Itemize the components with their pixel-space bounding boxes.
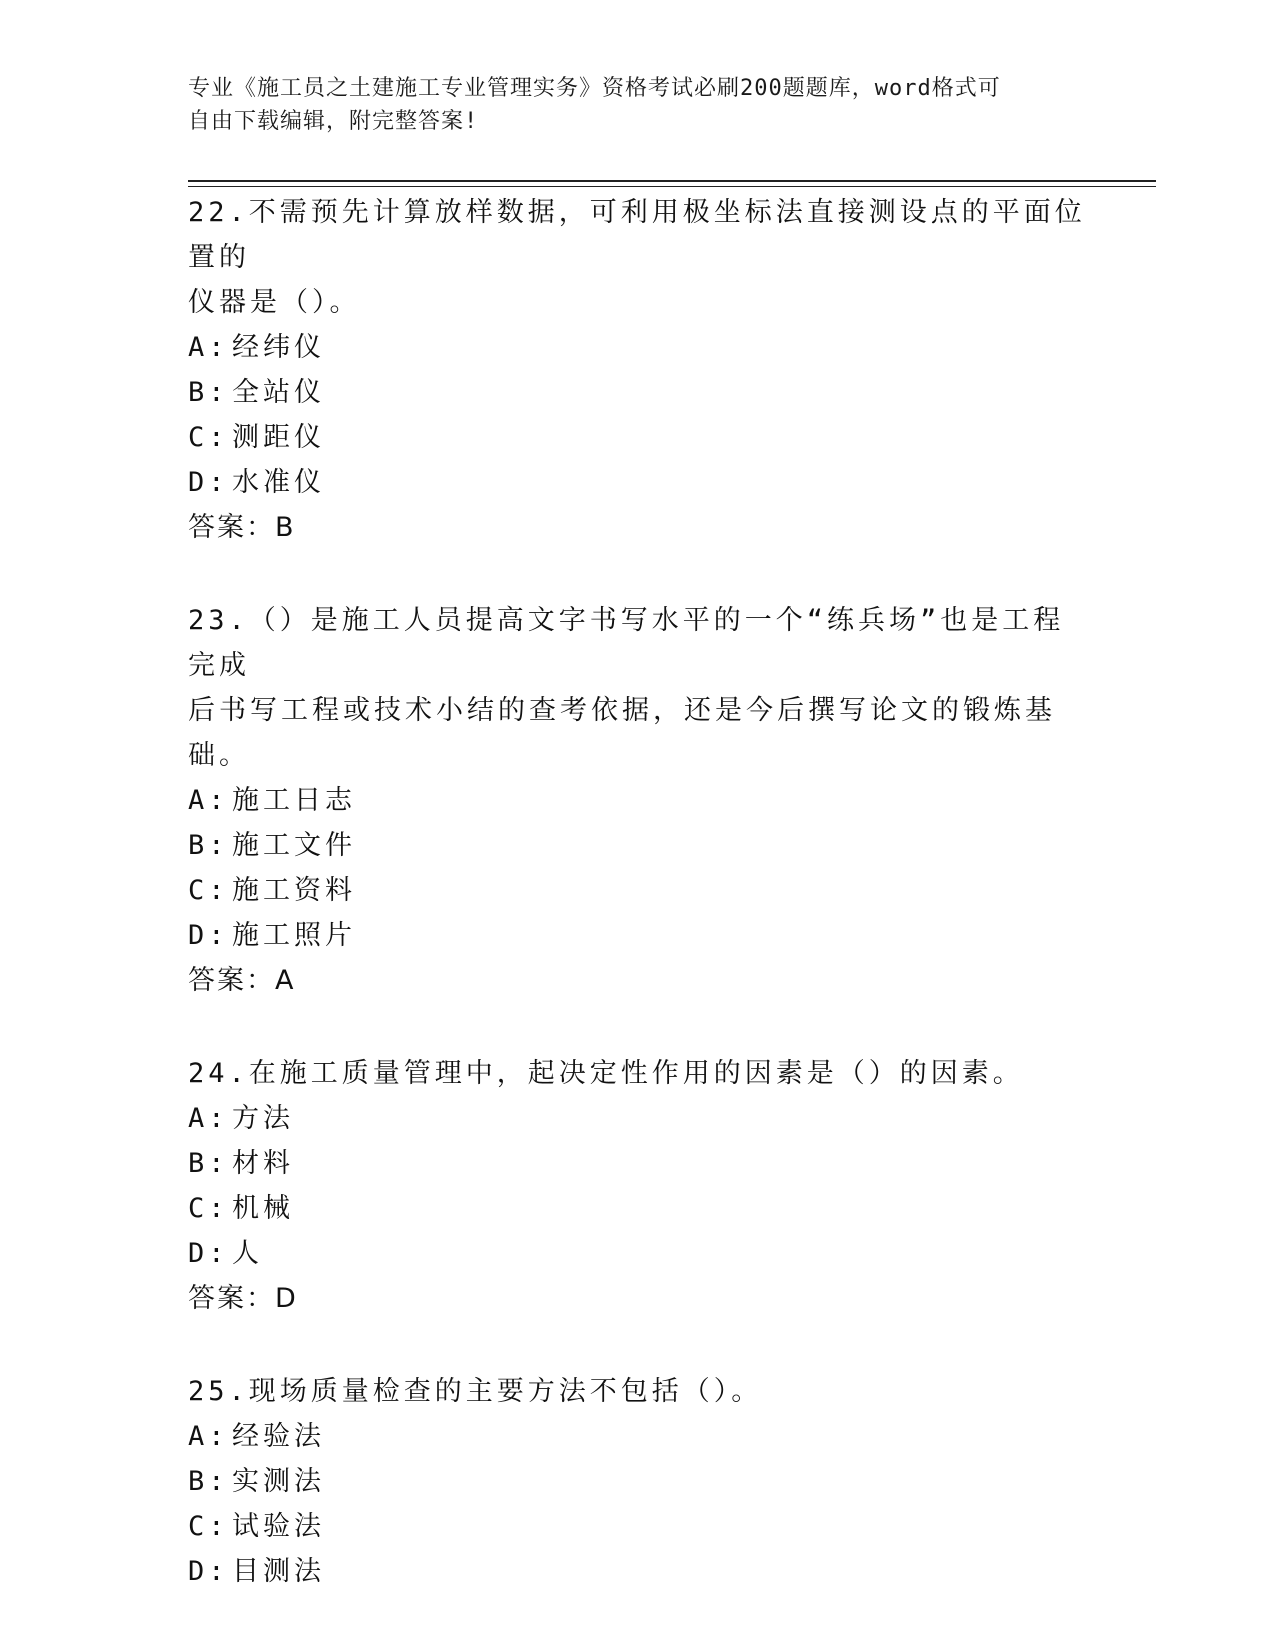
question-22: [188, 190, 1088, 550]
question-25: [188, 1369, 1088, 1594]
question-stem-continued: 后书写工程或技术小结的查考依据，还是今后撰写论文的锻炼基础。: [188, 695, 1056, 771]
question-23: [188, 598, 1088, 1003]
option-d: [188, 913, 1088, 958]
option-text: 全站仪: [232, 377, 325, 408]
spacer: [188, 1003, 1088, 1051]
option-a: [188, 778, 1088, 823]
option-label: B:: [188, 377, 229, 408]
option-c: [188, 1186, 1088, 1231]
option-text: 测距仪: [232, 422, 325, 453]
header-line-2: 自由下载编辑，附完整答案!: [188, 109, 479, 134]
option-b: [188, 1141, 1088, 1186]
option-text: 施工日志: [232, 785, 356, 816]
option-a: [188, 325, 1088, 370]
question-24: [188, 1051, 1088, 1321]
option-text: 目测法: [232, 1556, 325, 1587]
option-text: 经验法: [232, 1421, 325, 1452]
option-text: 试验法: [232, 1511, 325, 1542]
header-divider-thick: [188, 180, 1156, 182]
option-label: D:: [188, 1556, 229, 1587]
option-c: [188, 415, 1088, 460]
option-b: [188, 1459, 1088, 1504]
option-label: D:: [188, 1238, 229, 1269]
option-text: 实测法: [232, 1466, 325, 1497]
spacer: [188, 550, 1088, 598]
option-text: 施工资料: [232, 875, 356, 906]
option-text: 材料: [232, 1148, 294, 1179]
option-d: [188, 1231, 1088, 1276]
option-a: [188, 1096, 1088, 1141]
option-label: B:: [188, 1466, 229, 1497]
option-text: 施工照片: [232, 920, 356, 951]
option-d: [188, 1549, 1088, 1594]
option-text: 施工文件: [232, 830, 356, 861]
header-divider-thin: [188, 186, 1156, 187]
option-label: A:: [188, 1103, 229, 1134]
question-stem-continued: 仪器是（）。: [188, 287, 361, 318]
option-label: C:: [188, 1193, 229, 1224]
question-list: [188, 190, 1088, 1594]
question-stem: 22.不需预先计算放样数据，可利用极坐标法直接测设点的平面位置的: [188, 197, 1086, 273]
option-label: B:: [188, 830, 229, 861]
option-label: A:: [188, 332, 229, 363]
question-stem: 24.在施工质量管理中，起决定性作用的因素是（）的因素。: [188, 1058, 1024, 1089]
option-d: [188, 460, 1088, 505]
option-text: 方法: [232, 1103, 294, 1134]
option-label: C:: [188, 1511, 229, 1542]
answer-line: 答案：D: [188, 1283, 298, 1314]
question-stem: 23.（）是施工人员提高文字书写水平的一个“练兵场”也是工程完成: [188, 605, 1065, 681]
question-stem: 25.现场质量检查的主要方法不包括（）。: [188, 1376, 763, 1407]
option-c: [188, 1504, 1088, 1549]
option-b: [188, 823, 1088, 868]
option-label: D:: [188, 467, 229, 498]
option-text: 水准仪: [232, 467, 325, 498]
header-line-1: 专业《施工员之土建施工专业管理实务》资格考试必刷200题题库，word格式可: [188, 76, 1001, 101]
answer-line: 答案：A: [188, 965, 296, 996]
option-a: [188, 1414, 1088, 1459]
option-label: C:: [188, 422, 229, 453]
option-label: A:: [188, 1421, 229, 1452]
option-label: A:: [188, 785, 229, 816]
option-b: [188, 370, 1088, 415]
option-text: 经纬仪: [232, 332, 325, 363]
option-text: 人: [232, 1238, 263, 1269]
spacer: [188, 1321, 1088, 1369]
option-label: D:: [188, 920, 229, 951]
option-label: B:: [188, 1148, 229, 1179]
option-c: [188, 868, 1088, 913]
option-label: C:: [188, 875, 229, 906]
option-text: 机械: [232, 1193, 294, 1224]
document-header: [188, 72, 1068, 138]
answer-line: 答案：B: [188, 512, 296, 543]
